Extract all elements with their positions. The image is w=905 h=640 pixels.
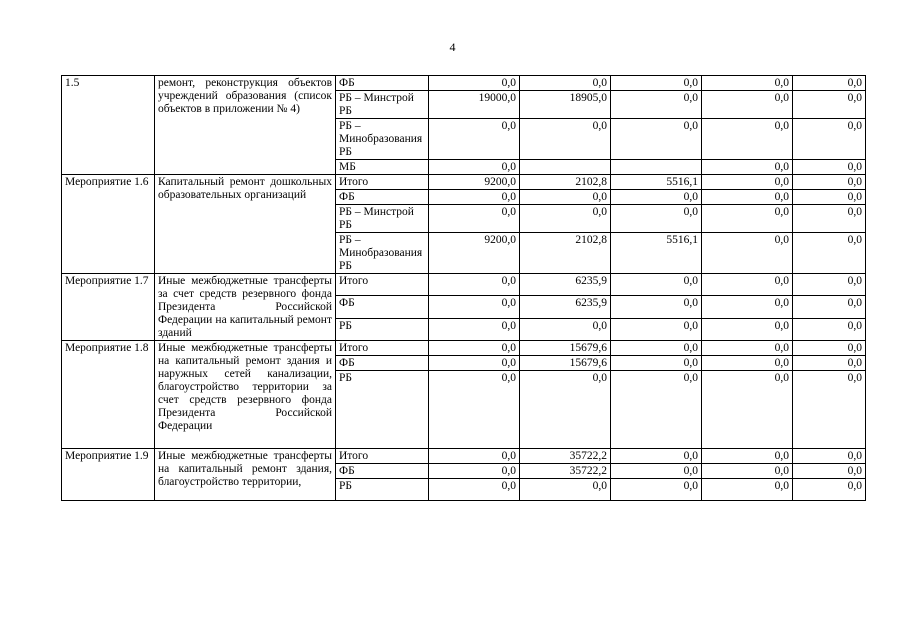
value-cell: 0,0 <box>702 160 793 175</box>
value-cell: 0,0 <box>611 190 702 205</box>
value-cell: 0,0 <box>611 371 702 449</box>
funding-source: РБ – Минобразования РБ <box>336 119 429 160</box>
value-cell: 0,0 <box>793 233 866 274</box>
value-cell: 0,0 <box>611 91 702 119</box>
value-cell: 9200,0 <box>429 175 520 190</box>
value-cell: 0,0 <box>702 341 793 356</box>
value-cell: 0,0 <box>793 205 866 233</box>
value-cell: 0,0 <box>702 296 793 318</box>
value-cell <box>520 160 611 175</box>
value-cell: 0,0 <box>793 341 866 356</box>
value-cell: 0,0 <box>429 449 520 464</box>
funding-source: ФБ <box>336 296 429 318</box>
value-cell: 0,0 <box>702 356 793 371</box>
table-row <box>62 341 866 356</box>
value-cell: 2102,8 <box>520 175 611 190</box>
value-cell: 0,0 <box>611 119 702 160</box>
value-cell: 0,0 <box>702 205 793 233</box>
value-cell: 0,0 <box>702 464 793 479</box>
funding-source: Итого <box>336 274 429 296</box>
value-cell: 0,0 <box>611 464 702 479</box>
value-cell: 0,0 <box>520 318 611 340</box>
table-row <box>62 175 866 190</box>
value-cell: 0,0 <box>793 76 866 91</box>
measure-number: Мероприятие 1.6 <box>62 175 155 274</box>
funding-source: ФБ <box>336 464 429 479</box>
measure-name: Капитальный ремонт дошкольных образовательных организаций <box>155 175 336 274</box>
value-cell: 18905,0 <box>520 91 611 119</box>
value-cell: 0,0 <box>702 233 793 274</box>
value-cell: 0,0 <box>793 356 866 371</box>
funding-source: РБ – Минобразования РБ <box>336 233 429 274</box>
value-cell: 0,0 <box>793 318 866 340</box>
measure-name: Иные межбюджетные трансферты на капитальный ремонт здания и наружных сетей канализации, благоустройство территории за счет средств резервного фонда Президента Российской Федерации <box>155 341 336 449</box>
table-row <box>62 76 866 91</box>
page-number: 4 <box>449 40 456 54</box>
value-cell: 5516,1 <box>611 233 702 274</box>
value-cell: 0,0 <box>702 449 793 464</box>
value-cell: 15679,6 <box>520 356 611 371</box>
value-cell: 0,0 <box>520 119 611 160</box>
funding-source: Итого <box>336 175 429 190</box>
value-cell: 0,0 <box>611 76 702 91</box>
value-cell: 0,0 <box>702 190 793 205</box>
value-cell: 0,0 <box>611 449 702 464</box>
value-cell: 6235,9 <box>520 274 611 296</box>
value-cell: 0,0 <box>793 91 866 119</box>
value-cell: 0,0 <box>793 274 866 296</box>
value-cell: 0,0 <box>429 341 520 356</box>
value-cell: 0,0 <box>429 274 520 296</box>
value-cell: 0,0 <box>429 119 520 160</box>
funding-source: Итого <box>336 449 429 464</box>
value-cell: 0,0 <box>793 175 866 190</box>
value-cell: 0,0 <box>520 371 611 449</box>
value-cell: 0,0 <box>793 190 866 205</box>
value-cell: 15679,6 <box>520 341 611 356</box>
value-cell: 0,0 <box>793 296 866 318</box>
value-cell: 0,0 <box>702 318 793 340</box>
value-cell: 0,0 <box>611 296 702 318</box>
value-cell: 0,0 <box>793 479 866 501</box>
value-cell: 0,0 <box>520 479 611 501</box>
funding-source: РБ <box>336 479 429 501</box>
funding-source: ФБ <box>336 356 429 371</box>
value-cell: 6235,9 <box>520 296 611 318</box>
budget-table <box>61 75 866 501</box>
value-cell: 0,0 <box>702 479 793 501</box>
funding-source: ФБ <box>336 190 429 205</box>
measure-number: 1.5 <box>62 76 155 175</box>
value-cell: 35722,2 <box>520 464 611 479</box>
value-cell: 0,0 <box>702 175 793 190</box>
value-cell: 0,0 <box>702 274 793 296</box>
value-cell: 0,0 <box>702 119 793 160</box>
value-cell: 35722,2 <box>520 449 611 464</box>
value-cell: 0,0 <box>793 449 866 464</box>
value-cell: 0,0 <box>429 479 520 501</box>
value-cell: 0,0 <box>793 371 866 449</box>
measure-number: Мероприятие 1.8 <box>62 341 155 449</box>
funding-source: ФБ <box>336 76 429 91</box>
value-cell: 0,0 <box>611 341 702 356</box>
value-cell: 0,0 <box>429 371 520 449</box>
value-cell: 0,0 <box>429 318 520 340</box>
value-cell: 0,0 <box>520 76 611 91</box>
value-cell: 0,0 <box>702 76 793 91</box>
value-cell: 0,0 <box>429 356 520 371</box>
value-cell: 0,0 <box>702 371 793 449</box>
value-cell: 0,0 <box>429 464 520 479</box>
value-cell: 0,0 <box>793 464 866 479</box>
funding-source: РБ <box>336 371 429 449</box>
funding-source: РБ – Минстрой РБ <box>336 205 429 233</box>
funding-source: РБ <box>336 318 429 340</box>
value-cell: 0,0 <box>611 479 702 501</box>
value-cell: 0,0 <box>611 205 702 233</box>
funding-source: Итого <box>336 341 429 356</box>
value-cell: 0,0 <box>429 190 520 205</box>
value-cell: 0,0 <box>611 274 702 296</box>
measure-number: Мероприятие 1.9 <box>62 449 155 501</box>
value-cell: 0,0 <box>611 318 702 340</box>
value-cell: 0,0 <box>520 190 611 205</box>
value-cell: 2102,8 <box>520 233 611 274</box>
value-cell <box>611 160 702 175</box>
value-cell: 0,0 <box>429 76 520 91</box>
value-cell: 9200,0 <box>429 233 520 274</box>
value-cell: 0,0 <box>429 160 520 175</box>
value-cell: 0,0 <box>429 296 520 318</box>
value-cell: 0,0 <box>429 205 520 233</box>
table-row <box>62 274 866 296</box>
measure-name: Иные межбюджетные трансферты за счет средств резервного фонда Президента Российской Федерации на капитальный ремонт зданий <box>155 274 336 341</box>
value-cell: 0,0 <box>520 205 611 233</box>
measure-name: Иные межбюджетные трансферты на капитальный ремонт здания, благоустройство территории, <box>155 449 336 501</box>
value-cell: 0,0 <box>702 91 793 119</box>
value-cell: 19000,0 <box>429 91 520 119</box>
value-cell: 5516,1 <box>611 175 702 190</box>
measure-number: Мероприятие 1.7 <box>62 274 155 341</box>
funding-source: РБ – Минстрой РБ <box>336 91 429 119</box>
funding-source: МБ <box>336 160 429 175</box>
value-cell: 0,0 <box>793 160 866 175</box>
value-cell: 0,0 <box>793 119 866 160</box>
measure-name: ремонт, реконструкция объектов учреждений образования (список объектов в приложении № 4) <box>155 76 336 175</box>
value-cell: 0,0 <box>611 356 702 371</box>
table-row <box>62 449 866 464</box>
